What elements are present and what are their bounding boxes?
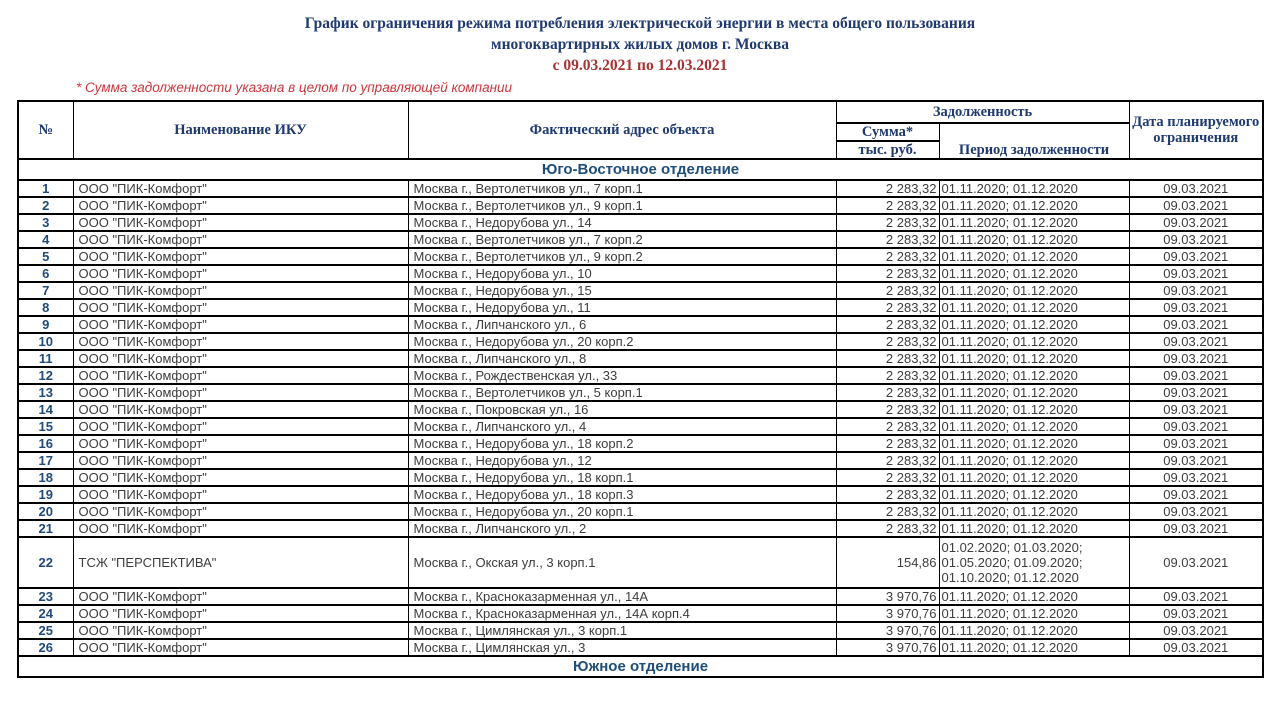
row-iku-name: ООО "ПИК-Комфорт" — [73, 639, 408, 656]
row-number: 2 — [18, 197, 73, 214]
row-debt-sum: 154,86 — [836, 537, 939, 588]
row-debt-period: 01.11.2020; 01.12.2020 — [939, 503, 1129, 520]
row-address: Москва г., Липчанского ул., 4 — [408, 418, 836, 435]
row-debt-period: 01.11.2020; 01.12.2020 — [939, 384, 1129, 401]
row-iku-name: ООО "ПИК-Комфорт" — [73, 486, 408, 503]
row-restriction-date: 09.03.2021 — [1129, 350, 1263, 367]
row-iku-name: ООО "ПИК-Комфорт" — [73, 418, 408, 435]
row-iku-name: ООО "ПИК-Комфорт" — [73, 469, 408, 486]
row-restriction-date: 09.03.2021 — [1129, 197, 1263, 214]
table-row — [18, 197, 1263, 214]
row-number: 22 — [18, 537, 73, 588]
row-number: 7 — [18, 282, 73, 299]
row-debt-sum: 2 283,32 — [836, 214, 939, 231]
row-restriction-date: 09.03.2021 — [1129, 435, 1263, 452]
row-address: Москва г., Вертолетчиков ул., 7 корп.1 — [408, 180, 836, 197]
row-address: Москва г., Недорубова ул., 18 корп.2 — [408, 435, 836, 452]
row-address: Москва г., Недорубова ул., 11 — [408, 299, 836, 316]
row-iku-name: ООО "ПИК-Комфорт" — [73, 197, 408, 214]
row-debt-sum: 2 283,32 — [836, 520, 939, 537]
row-restriction-date: 09.03.2021 — [1129, 333, 1263, 350]
table-row — [18, 435, 1263, 452]
row-debt-sum: 2 283,32 — [836, 180, 939, 197]
row-address: Москва г., Красноказарменная ул., 14А — [408, 588, 836, 605]
row-address: Москва г., Липчанского ул., 6 — [408, 316, 836, 333]
row-debt-sum: 2 283,32 — [836, 486, 939, 503]
table-row — [18, 214, 1263, 231]
row-address: Москва г., Недорубова ул., 15 — [408, 282, 836, 299]
row-number: 4 — [18, 231, 73, 248]
table-row — [18, 639, 1263, 656]
row-debt-sum: 2 283,32 — [836, 316, 939, 333]
row-debt-period: 01.02.2020; 01.03.2020; 01.05.2020; 01.09.2020; 01.10.2020; 01.12.2020 — [939, 537, 1129, 588]
row-number: 25 — [18, 622, 73, 639]
table-body — [18, 180, 1263, 656]
table-row — [18, 316, 1263, 333]
table-row — [18, 503, 1263, 520]
row-debt-period: 01.11.2020; 01.12.2020 — [939, 435, 1129, 452]
row-debt-sum: 2 283,32 — [836, 299, 939, 316]
row-iku-name: ООО "ПИК-Комфорт" — [73, 333, 408, 350]
row-number: 8 — [18, 299, 73, 316]
row-debt-sum: 2 283,32 — [836, 469, 939, 486]
row-debt-period: 01.11.2020; 01.12.2020 — [939, 418, 1129, 435]
section-header-yuzhnoe — [18, 656, 1263, 677]
document-title-line1: График ограничения режима потребления электрической энергии в места общего пользования — [304, 15, 976, 32]
row-number: 13 — [18, 384, 73, 401]
table-row — [18, 350, 1263, 367]
row-number: 24 — [18, 605, 73, 622]
header-debt-sum: Сумма* — [836, 123, 939, 141]
row-debt-period: 01.11.2020; 01.12.2020 — [939, 248, 1129, 265]
row-debt-sum: 3 970,76 — [836, 605, 939, 622]
row-debt-period: 01.11.2020; 01.12.2020 — [939, 316, 1129, 333]
row-debt-period: 01.11.2020; 01.12.2020 — [939, 214, 1129, 231]
row-debt-period: 01.11.2020; 01.12.2020 — [939, 299, 1129, 316]
row-number: 17 — [18, 452, 73, 469]
row-address: Москва г., Липчанского ул., 8 — [408, 350, 836, 367]
row-number: 18 — [18, 469, 73, 486]
row-restriction-date: 09.03.2021 — [1129, 231, 1263, 248]
table-header — [18, 101, 1263, 159]
debt-footnote: * Сумма задолженности указана в целом по управляющей компании — [76, 80, 513, 95]
header-address: Фактический адрес объекта — [408, 101, 836, 159]
header-debt-group: Задолженность — [836, 101, 1129, 123]
row-number: 1 — [18, 180, 73, 197]
row-number: 3 — [18, 214, 73, 231]
row-iku-name: ООО "ПИК-Комфорт" — [73, 401, 408, 418]
row-iku-name: ООО "ПИК-Комфорт" — [73, 316, 408, 333]
row-iku-name: ООО "ПИК-Комфорт" — [73, 588, 408, 605]
row-iku-name: ООО "ПИК-Комфорт" — [73, 520, 408, 537]
row-restriction-date: 09.03.2021 — [1129, 367, 1263, 384]
row-number: 15 — [18, 418, 73, 435]
table-row — [18, 248, 1263, 265]
row-debt-period: 01.11.2020; 01.12.2020 — [939, 469, 1129, 486]
row-number: 11 — [18, 350, 73, 367]
row-debt-sum: 2 283,32 — [836, 452, 939, 469]
table-row — [18, 469, 1263, 486]
row-restriction-date: 09.03.2021 — [1129, 282, 1263, 299]
row-restriction-date: 09.03.2021 — [1129, 418, 1263, 435]
row-iku-name: ООО "ПИК-Комфорт" — [73, 503, 408, 520]
document-title — [0, 0, 1280, 76]
row-iku-name: ООО "ПИК-Комфорт" — [73, 350, 408, 367]
row-address: Москва г., Вертолетчиков ул., 9 корп.1 — [408, 197, 836, 214]
row-iku-name: ООО "ПИК-Комфорт" — [73, 214, 408, 231]
row-debt-sum: 2 283,32 — [836, 401, 939, 418]
row-number: 12 — [18, 367, 73, 384]
row-iku-name: ООО "ПИК-Комфорт" — [73, 231, 408, 248]
row-restriction-date: 09.03.2021 — [1129, 520, 1263, 537]
row-debt-period: 01.11.2020; 01.12.2020 — [939, 401, 1129, 418]
row-restriction-date: 09.03.2021 — [1129, 265, 1263, 282]
row-number: 26 — [18, 639, 73, 656]
row-address: Москва г., Недорубова ул., 20 корп.1 — [408, 503, 836, 520]
row-debt-period: 01.11.2020; 01.12.2020 — [939, 333, 1129, 350]
table-row — [18, 265, 1263, 282]
section-header-yugo-vostochnoe — [18, 159, 1263, 180]
section-label: Южное отделение — [18, 656, 1263, 677]
row-iku-name: ООО "ПИК-Комфорт" — [73, 248, 408, 265]
row-debt-period: 01.11.2020; 01.12.2020 — [939, 639, 1129, 656]
row-restriction-date: 09.03.2021 — [1129, 503, 1263, 520]
row-restriction-date: 09.03.2021 — [1129, 248, 1263, 265]
row-debt-sum: 2 283,32 — [836, 282, 939, 299]
table-row — [18, 418, 1263, 435]
row-debt-sum: 2 283,32 — [836, 503, 939, 520]
row-iku-name: ООО "ПИК-Комфорт" — [73, 299, 408, 316]
table-row — [18, 520, 1263, 537]
row-number: 14 — [18, 401, 73, 418]
row-address: Москва г., Недорубова ул., 10 — [408, 265, 836, 282]
row-restriction-date: 09.03.2021 — [1129, 384, 1263, 401]
row-iku-name: ТСЖ "ПЕРСПЕКТИВА" — [73, 537, 408, 588]
row-debt-period: 01.11.2020; 01.12.2020 — [939, 367, 1129, 384]
row-address: Москва г., Окская ул., 3 корп.1 — [408, 537, 836, 588]
row-debt-period: 01.11.2020; 01.12.2020 — [939, 197, 1129, 214]
row-debt-sum: 2 283,32 — [836, 231, 939, 248]
row-restriction-date: 09.03.2021 — [1129, 401, 1263, 418]
row-number: 10 — [18, 333, 73, 350]
row-iku-name: ООО "ПИК-Комфорт" — [73, 435, 408, 452]
row-debt-period: 01.11.2020; 01.12.2020 — [939, 452, 1129, 469]
table-row — [18, 333, 1263, 350]
table-row — [18, 486, 1263, 503]
document-title-period: с 09.03.2021 по 12.03.2021 — [552, 57, 728, 74]
row-debt-sum: 3 970,76 — [836, 622, 939, 639]
row-iku-name: ООО "ПИК-Комфорт" — [73, 384, 408, 401]
row-restriction-date: 09.03.2021 — [1129, 299, 1263, 316]
row-address: Москва г., Вертолетчиков ул., 7 корп.2 — [408, 231, 836, 248]
row-address: Москва г., Недорубова ул., 18 корп.3 — [408, 486, 836, 503]
table-row — [18, 452, 1263, 469]
row-debt-sum: 3 970,76 — [836, 588, 939, 605]
row-iku-name: ООО "ПИК-Комфорт" — [73, 622, 408, 639]
row-restriction-date: 09.03.2021 — [1129, 588, 1263, 605]
table-row — [18, 299, 1263, 316]
row-number: 20 — [18, 503, 73, 520]
row-address: Москва г., Цимлянская ул., 3 — [408, 639, 836, 656]
row-restriction-date: 09.03.2021 — [1129, 214, 1263, 231]
row-debt-sum: 2 283,32 — [836, 435, 939, 452]
row-number: 5 — [18, 248, 73, 265]
row-restriction-date: 09.03.2021 — [1129, 605, 1263, 622]
row-debt-sum: 2 283,32 — [836, 350, 939, 367]
row-restriction-date: 09.03.2021 — [1129, 622, 1263, 639]
row-address: Москва г., Недорубова ул., 12 — [408, 452, 836, 469]
row-debt-period: 01.11.2020; 01.12.2020 — [939, 282, 1129, 299]
row-debt-period: 01.11.2020; 01.12.2020 — [939, 588, 1129, 605]
row-address: Москва г., Вертолетчиков ул., 5 корп.1 — [408, 384, 836, 401]
row-number: 21 — [18, 520, 73, 537]
row-address: Москва г., Цимлянская ул., 3 корп.1 — [408, 622, 836, 639]
row-restriction-date: 09.03.2021 — [1129, 639, 1263, 656]
row-debt-sum: 2 283,32 — [836, 384, 939, 401]
header-debt-sum-units: тыс. руб. — [836, 141, 939, 159]
section-label: Юго-Восточное отделение — [18, 159, 1263, 180]
table-row — [18, 401, 1263, 418]
row-address: Москва г., Недорубова ул., 20 корп.2 — [408, 333, 836, 350]
row-restriction-date: 09.03.2021 — [1129, 452, 1263, 469]
header-iku-name: Наименование ИКУ — [73, 101, 408, 159]
row-number: 9 — [18, 316, 73, 333]
row-debt-period: 01.11.2020; 01.12.2020 — [939, 622, 1129, 639]
row-debt-period: 01.11.2020; 01.12.2020 — [939, 265, 1129, 282]
row-debt-period: 01.11.2020; 01.12.2020 — [939, 605, 1129, 622]
row-iku-name: ООО "ПИК-Комфорт" — [73, 605, 408, 622]
row-debt-sum: 2 283,32 — [836, 418, 939, 435]
row-address: Москва г., Покровская ул., 16 — [408, 401, 836, 418]
row-iku-name: ООО "ПИК-Комфорт" — [73, 282, 408, 299]
table-row — [18, 537, 1263, 588]
row-debt-period: 01.11.2020; 01.12.2020 — [939, 350, 1129, 367]
row-debt-sum: 3 970,76 — [836, 639, 939, 656]
table-row — [18, 367, 1263, 384]
table-row — [18, 588, 1263, 605]
table-row — [18, 622, 1263, 639]
table-row — [18, 180, 1263, 197]
row-restriction-date: 09.03.2021 — [1129, 316, 1263, 333]
row-debt-sum: 2 283,32 — [836, 265, 939, 282]
header-number: № — [18, 101, 73, 159]
row-iku-name: ООО "ПИК-Комфорт" — [73, 180, 408, 197]
row-number: 19 — [18, 486, 73, 503]
row-address: Москва г., Липчанского ул., 2 — [408, 520, 836, 537]
row-address: Москва г., Недорубова ул., 18 корп.1 — [408, 469, 836, 486]
row-number: 6 — [18, 265, 73, 282]
row-debt-sum: 2 283,32 — [836, 333, 939, 350]
table-row — [18, 384, 1263, 401]
row-iku-name: ООО "ПИК-Комфорт" — [73, 265, 408, 282]
table-row — [18, 605, 1263, 622]
table-row — [18, 231, 1263, 248]
row-debt-sum: 2 283,32 — [836, 248, 939, 265]
document-title-line2: многоквартирных жилых домов г. Москва — [491, 36, 789, 53]
header-debt-period: Период задолженности — [939, 123, 1129, 159]
row-number: 16 — [18, 435, 73, 452]
row-address: Москва г., Недорубова ул., 14 — [408, 214, 836, 231]
restriction-schedule-table — [17, 100, 1264, 678]
row-debt-period: 01.11.2020; 01.12.2020 — [939, 520, 1129, 537]
row-debt-period: 01.11.2020; 01.12.2020 — [939, 231, 1129, 248]
row-address: Москва г., Вертолетчиков ул., 9 корп.2 — [408, 248, 836, 265]
row-number: 23 — [18, 588, 73, 605]
header-restriction-date: Дата планируемого ограничения — [1129, 101, 1263, 159]
row-restriction-date: 09.03.2021 — [1129, 486, 1263, 503]
row-address: Москва г., Красноказарменная ул., 14А корп.4 — [408, 605, 836, 622]
table-row — [18, 282, 1263, 299]
row-debt-sum: 2 283,32 — [836, 197, 939, 214]
row-debt-period: 01.11.2020; 01.12.2020 — [939, 486, 1129, 503]
row-address: Москва г., Рождественская ул., 33 — [408, 367, 836, 384]
row-iku-name: ООО "ПИК-Комфорт" — [73, 452, 408, 469]
row-debt-sum: 2 283,32 — [836, 367, 939, 384]
row-debt-period: 01.11.2020; 01.12.2020 — [939, 180, 1129, 197]
row-restriction-date: 09.03.2021 — [1129, 469, 1263, 486]
row-iku-name: ООО "ПИК-Комфорт" — [73, 367, 408, 384]
row-restriction-date: 09.03.2021 — [1129, 180, 1263, 197]
row-restriction-date: 09.03.2021 — [1129, 537, 1263, 588]
